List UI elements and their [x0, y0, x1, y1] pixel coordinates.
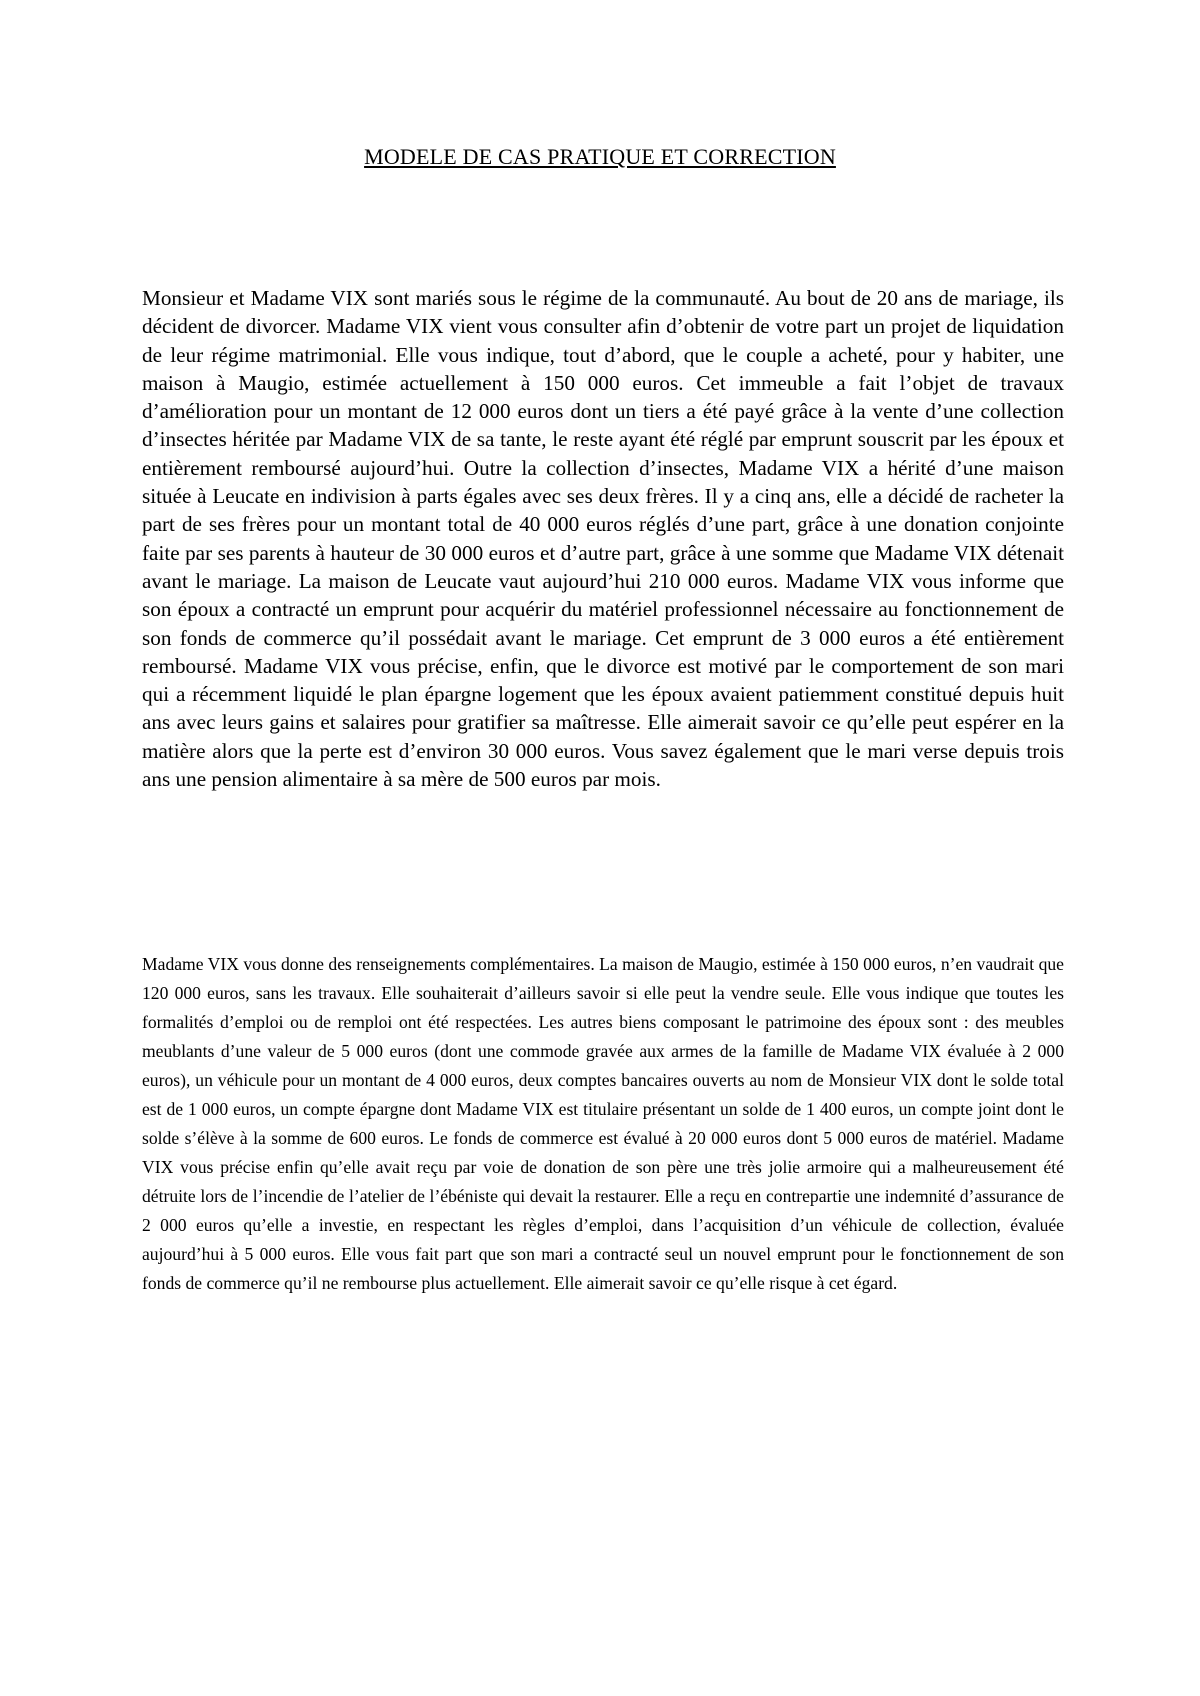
complementary-information-paragraph: Madame VIX vous donne des renseignements complémentaires. La maison de Maugio, estimée à 150 000 euros, n’en vaudrait que 120 000 euros, sans les travaux. Elle souhaiterait d’ailleurs savoir si elle peut la vendre seule. Elle vous indique que toutes les formalités d’emploi ou de remploi ont été respectées. Les autres biens composant le patrimoine des époux sont : des meubles meublants d’une valeur de 5 000 euros (dont une commode gravée aux armes de la famille de Madame VIX évaluée à 2 000 euros), un véhicule pour un montant de 4 000 euros, deux comptes bancaires ouverts au nom de Monsieur VIX dont le solde total est de 1 000 euros, un compte épargne dont Madame VIX est titulaire présentant un solde de 1 400 euros, un compte joint dont le solde s’élève à la somme de 600 euros. Le fonds de commerce est évalué à 20 000 euros dont 5 000 euros de matériel. Madame VIX vous précise enfin qu’elle avait reçu par voie de donation de son père une très jolie armoire qui a malheureusement été détruite lors de l’incendie de l’atelier de l’ébéniste qui devait la restaurer. Elle a reçu en contrepartie une indemnité d’assurance de 2 000 euros qu’elle a investie, en respectant les règles d’emploi, dans l’acquisition d’un véhicule de collection, évaluée aujourd’hui à 5 000 euros. Elle vous fait part que son mari a contracté seul un nouvel emprunt pour le fonctionnement de son fonds de commerce qu’il ne rembourse plus actuellement. Elle aimerait savoir ce qu’elle risque à cet égard. [142, 954, 1064, 1293]
case-statement-paragraph: Monsieur et Madame VIX sont mariés sous le régime de la communauté. Au bout de 20 ans de mariage, ils décident de divorcer. Madame VIX vient vous consulter afin d’obtenir de votre part un projet de liquidation de leur régime matrimonial. Elle vous indique, tout d’abord, que le couple a acheté, pour y habiter, une maison à Maugio, estimée actuellement à 150 000 euros. Cet immeuble a fait l’objet de travaux d’amélioration pour un montant de 12 000 euros dont un tiers a été payé grâce à la vente d’une collection d’insectes héritée par Madame VIX de sa tante, le reste ayant été réglé par emprunt souscrit par les époux et entièrement remboursé aujourd’hui. Outre la collection d’insectes, Madame VIX a hérité d’une maison située à Leucate en indivision à parts égales avec ses deux frères. Il y a cinq ans, elle a décidé de racheter la part de ses frères pour un montant total de 40 000 euros réglés d’une part, grâce à une donation conjointe faite par ses parents à hauteur de 30 000 euros et d’autre part, grâce à une somme que Madame VIX détenait avant le mariage. La maison de Leucate vaut aujourd’hui 210 000 euros. Madame VIX vous informe que son époux a contracté un emprunt pour acquérir du matériel professionnel nécessaire au fonctionnement de son fonds de commerce qu’il possédait avant le mariage. Cet emprunt de 3 000 euros a été entièrement remboursé. Madame VIX vous précise, enfin, que le divorce est motivé par le comportement de son mari qui a récemment liquidé le plan épargne logement que les époux avaient patiemment constitué depuis huit ans avec leurs gains et salaires pour gratifier sa maîtresse. Elle aimerait savoir ce qu’elle peut espérer en la matière alors que la perte est d’environ 30 000 euros. Vous savez également que le mari verse depuis trois ans une pension alimentaire à sa mère de 500 euros par mois. [142, 286, 1064, 792]
document-title: MODELE DE CAS PRATIQUE ET CORRECTION [364, 144, 836, 169]
